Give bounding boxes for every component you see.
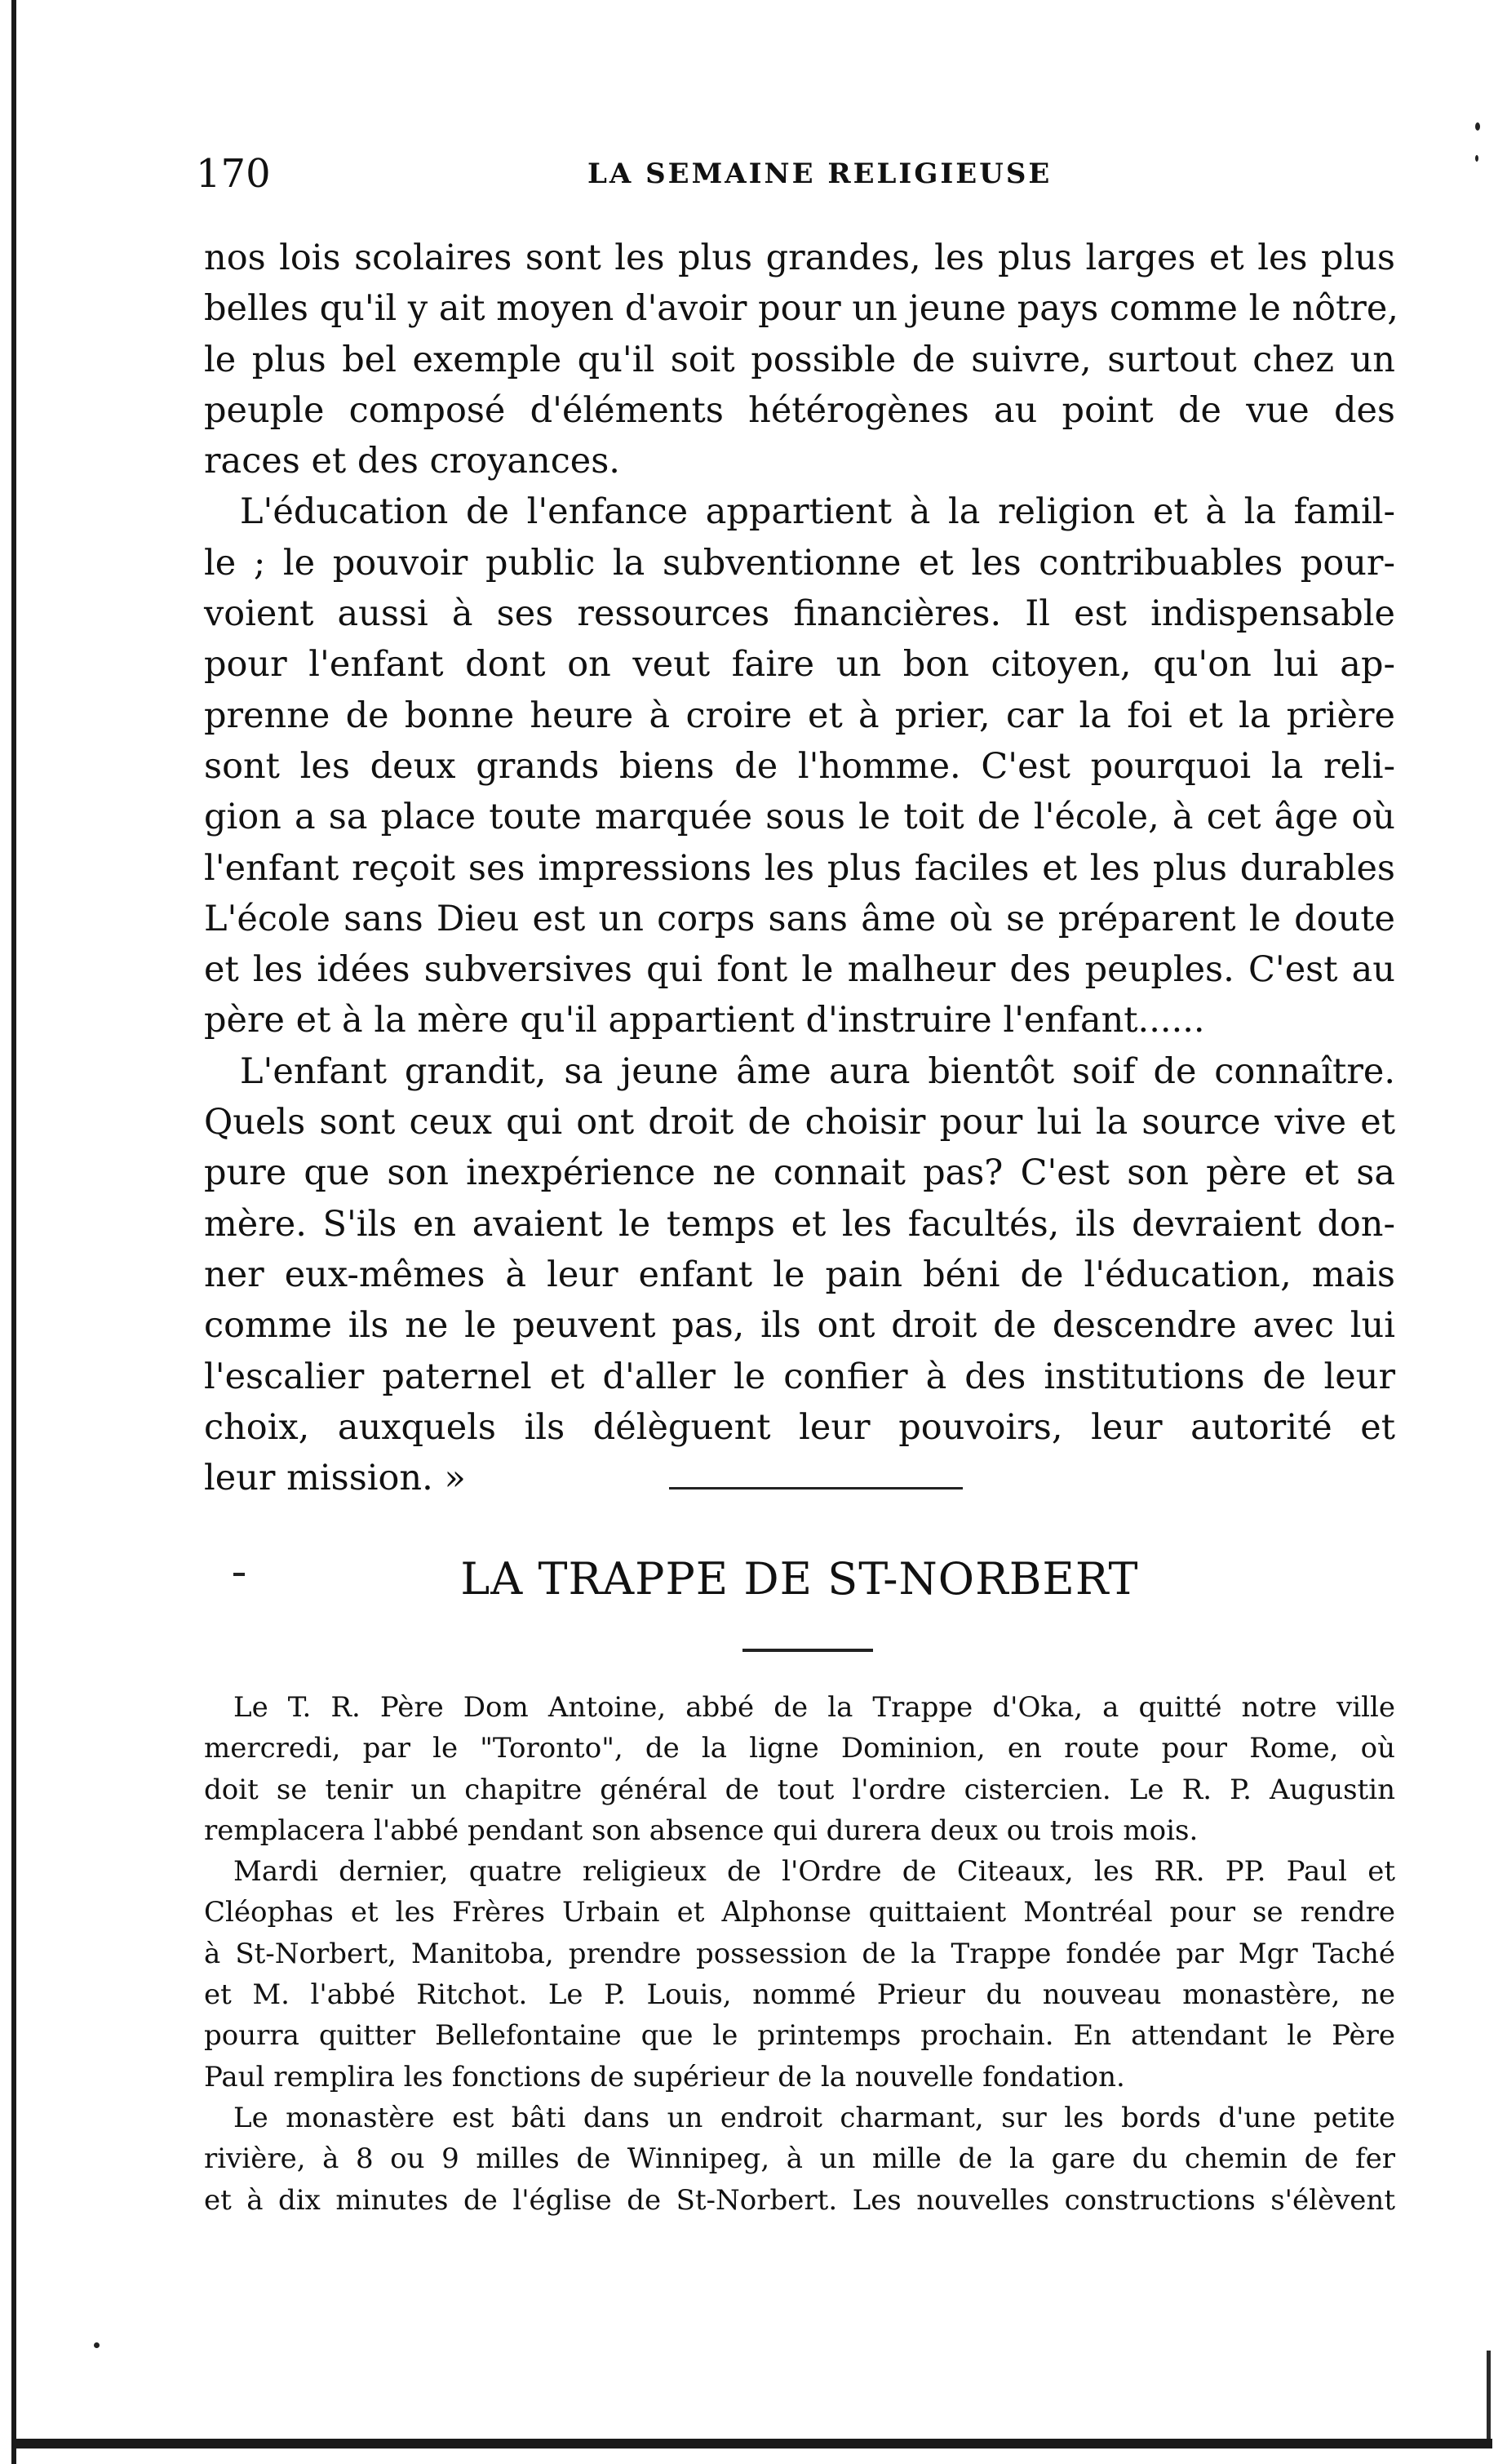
text-line: L'école sans Dieu est un corps sans âme où se préparent le doute (204, 898, 1395, 939)
text-line: Quels sont ceux qui ont droit de choisir pour lui la source vive et (204, 1102, 1395, 1143)
text-line: mère. S'ils en avaient le temps et les facultés, ils devraient don- (204, 1203, 1395, 1245)
text-line: mercredi, par le "Toronto", de la ligne Dominion, en route pour Rome, où (204, 1732, 1395, 1765)
text-line: prenne de bonne heure à croire et à prier, car la foi et la prière (204, 695, 1395, 736)
text-line: ner eux-mêmes à leur enfant le pain béni de l'éducation, mais (204, 1254, 1395, 1295)
page-number: 170 (196, 151, 271, 197)
text-line: père et à la mère qu'il appartient d'instruire l'enfant...... (204, 1000, 1205, 1041)
text-line: races et des croyances. (204, 441, 620, 482)
text-line: L'éducation de l'enfance appartient à la religion et à la famil- (240, 491, 1395, 533)
text-line: voient aussi à ses ressources financières. Il est indispensable (204, 593, 1395, 635)
text-line: rivière, à 8 ou 9 milles de Winnipeg, à un mille de la gare du chemin de fer (204, 2142, 1395, 2176)
text-line: et M. l'abbé Ritchot. Le P. Louis, nommé Prieur du nouveau monastère, ne (204, 1978, 1395, 2012)
text-line: Cléophas et les Frères Urbain et Alphonse quittaient Montréal pour se rendre (204, 1896, 1395, 1929)
text-line: le plus bel exemple qu'il soit possible de suivre, surtout chez un (204, 339, 1395, 380)
text-line: peuple composé d'éléments hétérogènes au point de vue des (204, 389, 1395, 431)
scan-speck (1475, 155, 1478, 162)
text-line: choix, auxquels ils délèguent leur pouvoirs, leur autorité et (204, 1406, 1395, 1448)
text-line: Mardi dernier, quatre religieux de l'Ordre de Citeaux, les RR. PP. Paul et (233, 1855, 1395, 1889)
left-page-edge (11, 0, 16, 2464)
title-underline (742, 1649, 873, 1652)
running-header (196, 145, 1395, 202)
section-divider (669, 1487, 963, 1489)
text-line: l'enfant reçoit ses impressions les plus faciles et les plus durables (204, 847, 1395, 889)
text-line: comme ils ne le peuvent pas, ils ont droit de descendre avec lui (204, 1305, 1395, 1347)
text-line: et les idées subversives qui font le malheur des peuples. C'est au (204, 949, 1395, 991)
text-line: L'enfant grandit, sa jeune âme aura bientôt soif de connaître. (240, 1050, 1395, 1092)
text-line: l'escalier paternel et d'aller le confier à des institutions de leur (204, 1356, 1395, 1397)
text-line: doit se tenir un chapitre général de tout l'ordre cistercien. Le R. P. Augustin (204, 1773, 1395, 1806)
text-line: Le monastère est bâti dans un endroit charmant, sur les bords d'une petite (233, 2101, 1395, 2134)
text-line: gion a sa place toute marquée sous le toit de l'école, à cet âge où (204, 797, 1395, 838)
text-line: leur mission. » (204, 1458, 466, 1499)
text-line: sont les deux grands biens de l'homme. C'est pourquoi la reli- (204, 745, 1395, 787)
article-body (204, 233, 1398, 1503)
text-line: pure que son inexpérience ne connait pas? C'est son père et sa (204, 1152, 1395, 1194)
text-line: le ; le pouvoir public la subventionne et les contribuables pour- (204, 542, 1395, 584)
section-title: LA TRAPPE DE ST-NORBERT (460, 1553, 1139, 1605)
running-title: LA SEMAINE RELIGIEUSE (587, 158, 1053, 190)
text-line: à St-Norbert, Manitoba, prendre possession de la Trappe fondée par Mgr Taché (204, 1937, 1395, 1970)
text-line: Paul remplira les fonctions de supérieur de la nouvelle fondation. (204, 2060, 1125, 2093)
text-line: pour l'enfant dont on veut faire un bon citoyen, qu'on lui ap- (204, 644, 1395, 686)
right-edge-mark (1487, 2351, 1491, 2439)
scan-speck (1475, 122, 1480, 131)
text-line: Le T. R. Père Dom Antoine, abbé de la Trappe d'Oka, a quitté notre ville (233, 1691, 1395, 1724)
text-line: belles qu'il y ait moyen d'avoir pour un jeune pays comme le nôtre, (204, 288, 1398, 330)
bottom-page-edge (11, 2439, 1492, 2448)
text-line: pourra quitter Bellefontaine que le printemps prochain. En attendant le Père (204, 2019, 1395, 2053)
text-line: et à dix minutes de l'église de St-Norbert. Les nouvelles constructions s'élèvent (204, 2183, 1395, 2217)
scan-speck (94, 2342, 100, 2348)
text-line: nos lois scolaires sont les plus grandes, les plus larges et les plus (204, 238, 1395, 278)
news-article (204, 1687, 1395, 2221)
text-line: remplacera l'abbé pendant son absence qui durera deux ou trois mois. (204, 1814, 1199, 1847)
